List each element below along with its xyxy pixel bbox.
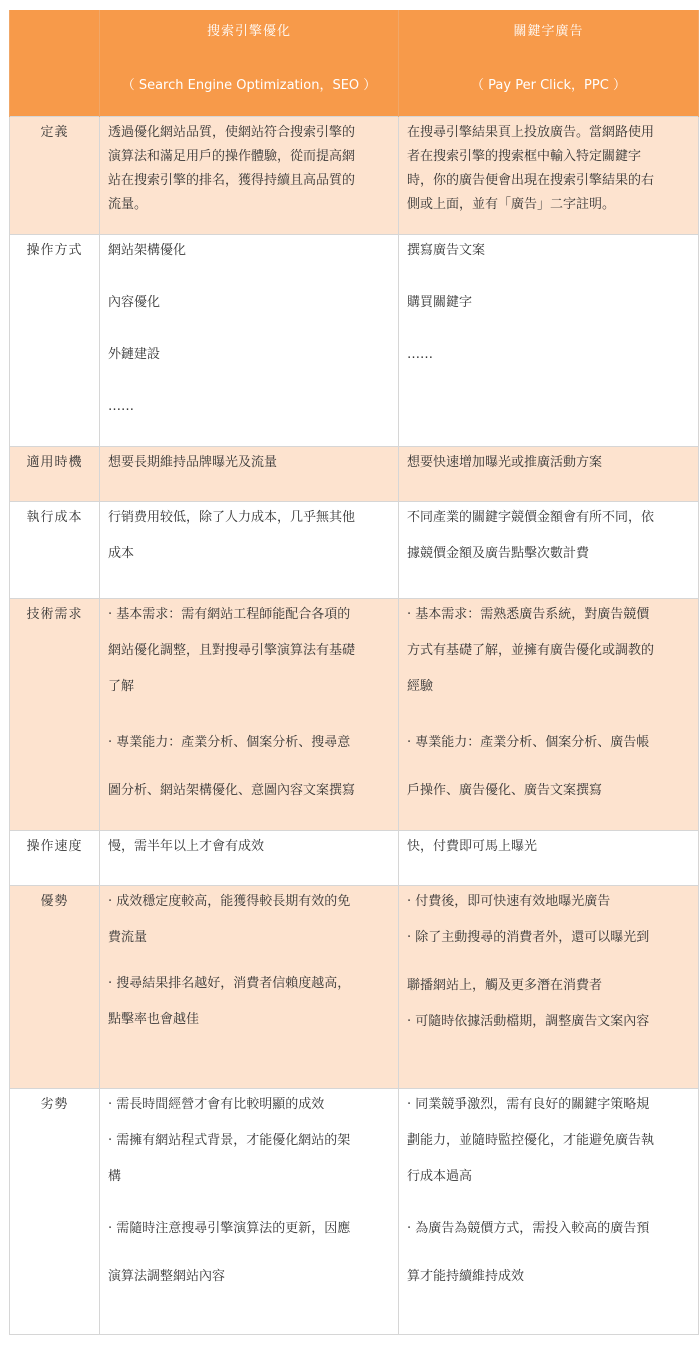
cell-line: 經驗	[407, 678, 434, 694]
cell-line: 透過優化網站品質，使網站符合搜索引擎的	[108, 124, 356, 140]
cell-line: 戶操作、廣告優化、廣告文案撰寫	[407, 782, 603, 798]
row-label: 適用時機	[10, 446, 100, 501]
cell-line: 側或上面，並有「廣告」二字註明。	[407, 196, 616, 212]
header-ppc-cell	[399, 10, 699, 116]
cell-line: · 搜尋結果排名越好，消費者信賴度越高，	[108, 975, 351, 991]
row-label: 定義	[10, 116, 100, 234]
cell-line: 想要長期維持品牌曝光及流量	[108, 454, 278, 470]
cell-line: 圖分析、網站架構優化、意圖內容文案撰寫	[108, 782, 356, 798]
cell-line: 想要快速增加曝光或推廣活動方案	[407, 454, 603, 470]
ppc-cell	[399, 116, 699, 234]
header-ppc-subtitle: （ Pay Per Click，PPC ）	[471, 78, 626, 93]
cell-line: ……	[108, 398, 134, 414]
cell-line: 演算法調整網站內容	[108, 1268, 226, 1284]
cell-line: · 需擁有網站程式背景，才能優化網站的架	[108, 1132, 351, 1148]
cell-line: 方式有基礎了解，並擁有廣告優化或調教的	[407, 642, 655, 658]
table-row	[10, 1088, 699, 1334]
ppc-cell	[399, 598, 699, 830]
table-row	[10, 446, 699, 501]
cell-line: · 需長時間經營才會有比較明顯的成效	[108, 1096, 325, 1112]
cell-line: · 基本需求：需有網站工程師能配合各項的	[108, 606, 351, 622]
table-row	[10, 830, 699, 885]
cell-line: 成本	[108, 545, 135, 561]
seo-cell	[100, 446, 399, 501]
ppc-cell	[399, 885, 699, 1088]
table-row	[10, 234, 699, 446]
cell-line: · 專業能力：產業分析、個案分析、廣告帳	[407, 734, 650, 750]
ppc-cell	[399, 446, 699, 501]
cell-line: · 成效穩定度較高，能獲得較長期有效的免	[108, 893, 351, 909]
cell-line: 時，你的廣告便會出現在搜索引擎結果的右	[407, 172, 655, 188]
row-label: 執行成本	[10, 501, 100, 598]
header-seo-subtitle: （ Search Engine Optimization，SEO ）	[121, 78, 377, 93]
cell-line: ……	[407, 346, 433, 362]
cell-line: 內容優化	[108, 294, 161, 310]
cell-line: 點擊率也會越佳	[108, 1011, 200, 1027]
cell-line: 流量。	[108, 196, 148, 212]
header-empty-cell	[10, 10, 100, 116]
cell-line: 撰寫廣告文案	[407, 242, 486, 258]
cell-line: 網站優化調整，且對搜尋引擎演算法有基礎	[108, 642, 356, 658]
cell-line: · 為廣告為競價方式，需投入較高的廣告預	[407, 1220, 650, 1236]
cell-line: 快，付費即可馬上曝光	[407, 838, 538, 854]
table-row	[10, 116, 699, 234]
seo-cell	[100, 234, 399, 446]
seo-cell	[100, 116, 399, 234]
seo-cell	[100, 598, 399, 830]
seo-cell	[100, 501, 399, 598]
cell-line: · 專業能力：產業分析、個案分析、搜尋意	[108, 734, 351, 750]
cell-line: 行销费用较低，除了人力成本，几乎無其他	[108, 509, 356, 525]
row-label: 操作速度	[10, 830, 100, 885]
cell-line: 站在搜索引擎的排名，獲得持續且高品質的	[108, 172, 356, 188]
seo-cell	[100, 885, 399, 1088]
cell-line: 費流量	[108, 929, 148, 945]
cell-line: 購買關鍵字	[407, 294, 473, 310]
table-row	[10, 501, 699, 598]
cell-line: 外鏈建設	[108, 346, 161, 362]
cell-line: · 可隨時依據活動檔期，調整廣告文案內容	[407, 1013, 650, 1029]
row-label: 劣勢	[10, 1088, 100, 1334]
comparison-table-wrapper	[9, 10, 698, 1335]
cell-line: · 同業競爭激烈，需有良好的關鍵字策略規	[407, 1096, 650, 1112]
cell-line: · 基本需求：需熟悉廣告系統，對廣告競價	[407, 606, 650, 622]
cell-line: 者在搜索引擎的搜索框中輸入特定關鍵字	[407, 148, 642, 164]
cell-line: · 付費後，即可快速有效地曝光廣告	[407, 893, 611, 909]
cell-line: 網站架構優化	[108, 242, 187, 258]
cell-line: 算才能持續維持成效	[407, 1268, 525, 1284]
header-seo-title: 搜索引擎優化	[206, 24, 291, 39]
cell-line: 劃能力，並隨時監控優化，才能避免廣告執	[407, 1132, 655, 1148]
cell-line: 演算法和滿足用戶的操作體驗，從而提高網	[108, 148, 356, 164]
cell-line: 據競價金額及廣告點擊次數計費	[407, 545, 590, 561]
ppc-cell	[399, 234, 699, 446]
seo-cell	[100, 830, 399, 885]
cell-line: 不同產業的關鍵字競價金額會有所不同，依	[407, 509, 655, 525]
cell-line: 聯播網站上，觸及更多潛在消費者	[407, 977, 603, 993]
ppc-cell	[399, 1088, 699, 1334]
seo-cell	[100, 1088, 399, 1334]
row-label: 操作方式	[10, 234, 100, 446]
row-label: 技術需求	[10, 598, 100, 830]
cell-line: 在搜尋引擎結果頁上投放廣告。當網路使用	[407, 124, 655, 140]
ppc-cell	[399, 501, 699, 598]
table-row	[10, 598, 699, 830]
row-label: 優勢	[10, 885, 100, 1088]
table-row	[10, 885, 699, 1088]
ppc-cell	[399, 830, 699, 885]
cell-line: 慢，需半年以上才會有成效	[108, 838, 265, 854]
header-seo-cell	[100, 10, 399, 116]
cell-line: · 除了主動搜尋的消費者外，還可以曝光到	[407, 929, 650, 945]
cell-line: · 需隨時注意搜尋引擎演算法的更新，因應	[108, 1220, 351, 1236]
cell-line: 行成本過高	[407, 1168, 473, 1184]
header-ppc-title: 關鍵字廣告	[513, 24, 584, 39]
table-header-row	[10, 10, 699, 116]
cell-line: 了解	[108, 678, 135, 694]
cell-line: 構	[108, 1168, 122, 1184]
seo-vs-ppc-table	[9, 10, 699, 1335]
